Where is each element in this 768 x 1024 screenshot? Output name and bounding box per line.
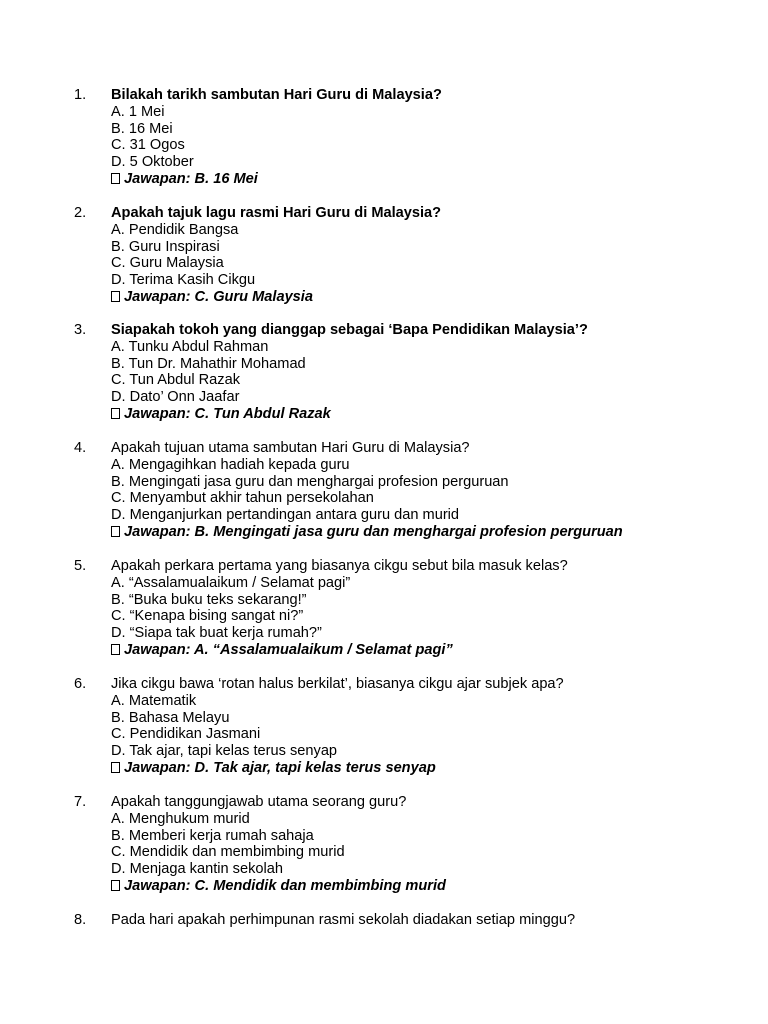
question-number: 6. [74, 676, 87, 692]
option-d: D. 5 Oktober [111, 154, 194, 171]
option-c: C. 31 Ogos [111, 137, 185, 154]
answer-line [111, 289, 761, 306]
answer-line [111, 524, 761, 541]
answer-text: Jawapan: C. Mendidik dan membimbing murid [124, 877, 446, 894]
question-stem: Pada hari apakah perhimpunan rasmi sekolah diadakan setiap minggu? [111, 912, 576, 928]
missing-glyph-icon [111, 526, 120, 537]
option-a: A. 1 Mei [111, 103, 165, 120]
question-number: 3. [74, 322, 87, 338]
option-c: C. Tun Abdul Razak [111, 372, 240, 389]
option-d: D. Menganjurkan pertandingan antara guru dan murid [111, 507, 460, 524]
option-a: A. Pendidik Bangsa [111, 221, 239, 238]
option-b: B. Memberi kerja rumah sahaja [111, 827, 314, 844]
question-number: 1. [74, 87, 87, 103]
missing-glyph-icon [111, 880, 120, 891]
question-stem: Jika cikgu bawa ‘rotan halus berkilat’, biasanya cikgu ajar subjek apa? [111, 676, 564, 692]
option-c: C. Menyambut akhir tahun persekolahan [111, 490, 374, 507]
option-a: A. Tunku Abdul Rahman [111, 338, 269, 355]
option-d: D. Terima Kasih Cikgu [111, 272, 256, 289]
missing-glyph-icon [111, 173, 120, 184]
question-number: 4. [74, 440, 87, 456]
question-number: 7. [74, 794, 87, 810]
answer-text: Jawapan: C. Guru Malaysia [124, 288, 313, 305]
option-b: B. “Buka buku teks sekarang!” [111, 591, 307, 608]
answer-text: Jawapan: D. Tak ajar, tapi kelas terus senyap [124, 759, 436, 776]
option-a: A. Matematik [111, 692, 197, 709]
question-stem: Apakah tujuan utama sambutan Hari Guru di Malaysia? [111, 440, 470, 456]
answer-text: Jawapan: B. Mengingati jasa guru dan menghargai profesion perguruan [124, 523, 623, 540]
option-c: C. Mendidik dan membimbing murid [111, 844, 345, 861]
answer-line [111, 878, 761, 895]
answer-line [111, 171, 761, 188]
option-b: B. Mengingati jasa guru dan menghargai profesion perguruan [111, 473, 509, 490]
answer-text: Jawapan: A. “Assalamualaikum / Selamat pagi” [124, 641, 453, 658]
question-stem: Siapakah tokoh yang dianggap sebagai ‘Bapa Pendidikan Malaysia’? [111, 322, 588, 338]
question-number: 8. [74, 912, 87, 928]
missing-glyph-icon [111, 291, 120, 302]
option-b: B. Bahasa Melayu [111, 709, 230, 726]
question-stem: Apakah tanggungjawab utama seorang guru? [111, 794, 407, 810]
question-stem: Apakah perkara pertama yang biasanya cikgu sebut bila masuk kelas? [111, 558, 568, 574]
option-a: A. Mengagihkan hadiah kepada guru [111, 456, 350, 473]
question-number: 2. [74, 205, 87, 221]
answer-line [111, 642, 761, 659]
option-b: B. Guru Inspirasi [111, 238, 220, 255]
answer-text: Jawapan: C. Tun Abdul Razak [124, 405, 331, 422]
option-b: B. 16 Mei [111, 120, 173, 137]
question-number: 5. [74, 558, 87, 574]
option-c: C. Guru Malaysia [111, 255, 224, 272]
option-d: D. Dato’ Onn Jaafar [111, 389, 240, 406]
answer-line [111, 760, 761, 777]
answer-text: Jawapan: B. 16 Mei [124, 170, 258, 187]
option-d: D. Tak ajar, tapi kelas terus senyap [111, 743, 338, 760]
missing-glyph-icon [111, 762, 120, 773]
missing-glyph-icon [111, 644, 120, 655]
option-d: D. “Siapa tak buat kerja rumah?” [111, 625, 322, 642]
option-a: A. Menghukum murid [111, 810, 250, 827]
question-stem: Apakah tajuk lagu rasmi Hari Guru di Malaysia? [111, 205, 442, 221]
missing-glyph-icon [111, 408, 120, 419]
question-stem: Bilakah tarikh sambutan Hari Guru di Malaysia? [111, 87, 442, 103]
answer-line [111, 406, 761, 423]
option-d: D. Menjaga kantin sekolah [111, 861, 283, 878]
option-a: A. “Assalamualaikum / Selamat pagi” [111, 574, 351, 591]
option-c: C. “Kenapa bising sangat ni?” [111, 608, 304, 625]
option-c: C. Pendidikan Jasmani [111, 726, 261, 743]
option-b: B. Tun Dr. Mahathir Mohamad [111, 355, 306, 372]
